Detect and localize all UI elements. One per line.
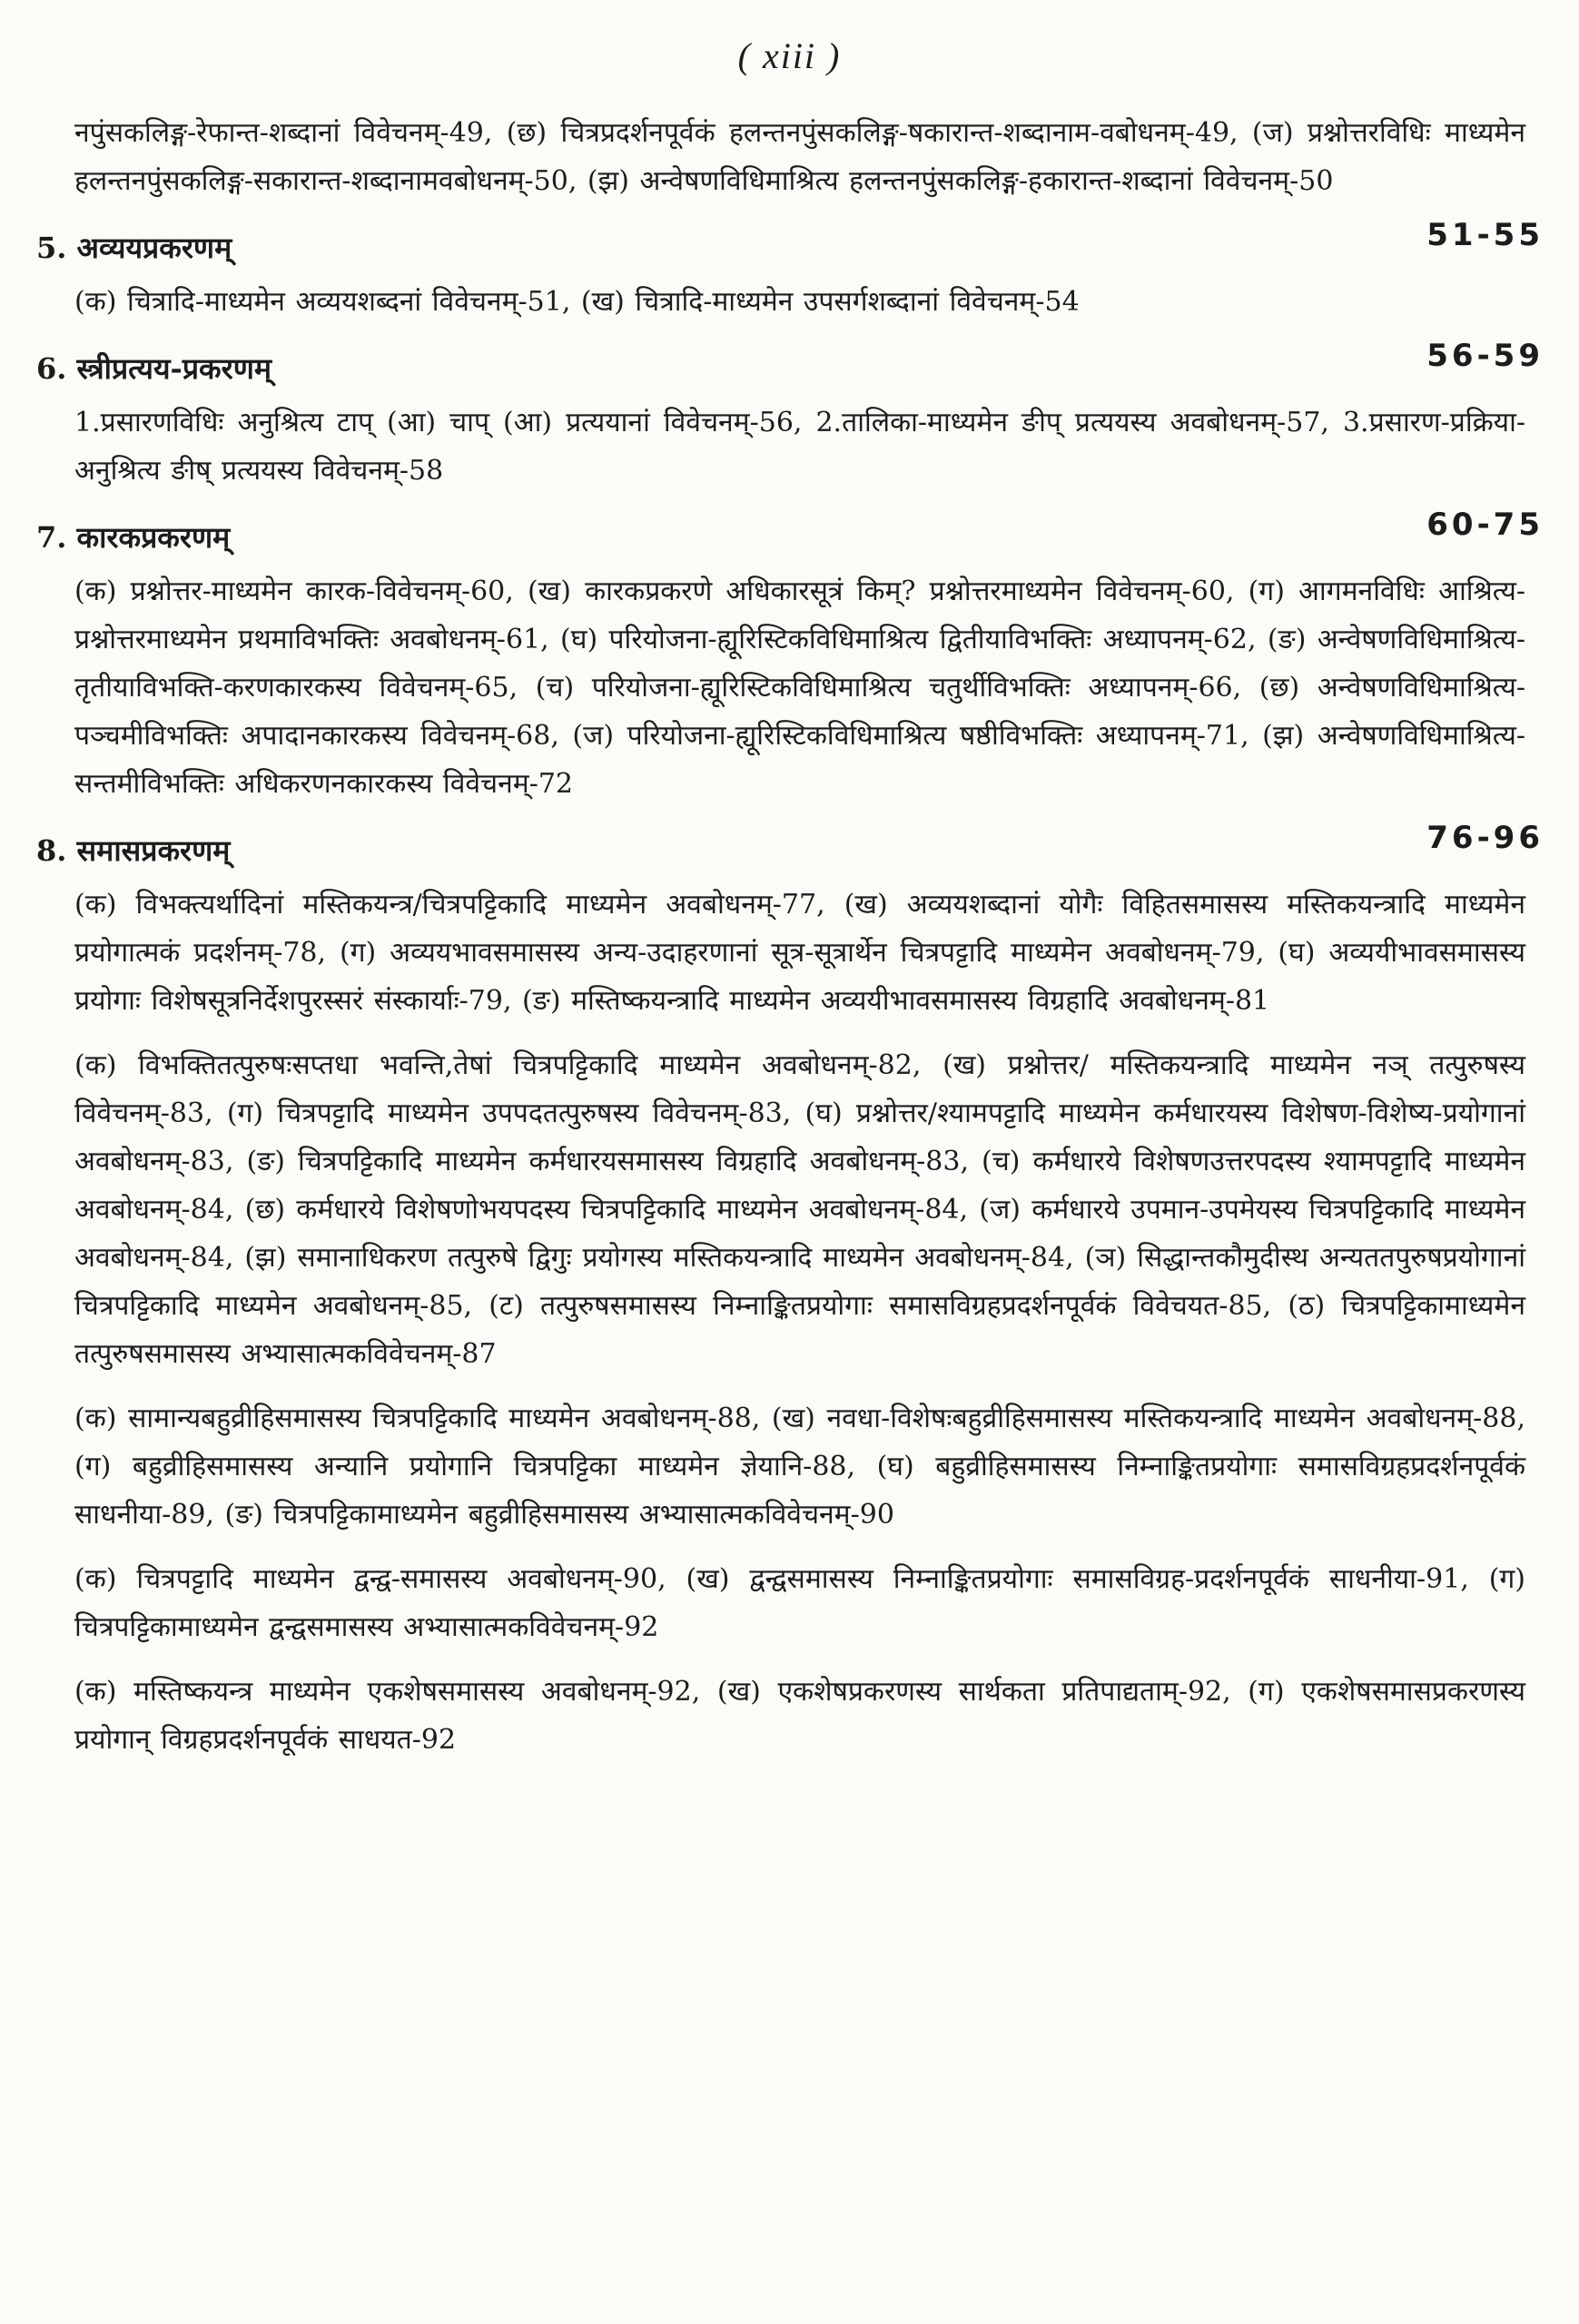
section-paragraph: (क) प्रश्नोत्तर-माध्यमेन कारक-विवेचनम्-60, (ख) कारकप्रकरणे अधिकारसूत्रं किम्? प्रश्नोत्तरमाध्यमेन विवेचनम्-60, (ग) आगमनविधिः आश्रित्य-प्रश्नोत्तरमाध्यमेन प्रथमाविभक्तिः अवबोधनम्-61, (घ) परियोजना-ह्यूरिस्टिकविधिमाश्रित्य द्वितीयाविभक्तिः अध्यापनम्-62, (ङ) अन्वेषणविधिमाश्रित्य-तृतीयाविभक्ति-करणकारकस्य विवेचनम्-65, (च) परियोजना-ह्यूरिस्टिकविधिमाश्रित्य चतुर्थीविभक्तिः अध्यापनम्-66, (छ) अन्वेषणविधिमाश्रित्य-पञ्चमीविभक्तिः अपादानकारकस्य विवेचनम्-68, (ज) परियोजना-ह्यूरिस्टिकविधिमाश्रित्य षष्ठीविभक्तिः अध्यापनम्-71, (झ) अन्वेषणविधिमाश्रित्य-सन्तमीविभक्तिः अधिकरणनकारकस्य विवेचनम्-72 [74, 576, 1525, 800]
section-page-range: 76-96 [1426, 820, 1544, 856]
section-title: 8. समासप्रकरणम् [36, 833, 231, 868]
section-title: 6. स्त्रीप्रत्यय-प्रकरणम् [36, 351, 271, 386]
section-paragraph: (क) चित्रादि-माध्यमेन अव्ययशब्दनां विवेचनम्-51, (ख) चित्रादि-माध्यमेन उपसर्गशब्दानां विवेचनम्-54 [74, 286, 1080, 318]
section-paragraph: (क) चित्रपट्टादि माध्यमेन द्वन्द्व-समासस्य अवबोधनम्-90, (ख) द्वन्द्वसमासस्य निम्नाङ्कितप्रयोगाः समासविग्रह-प्रदर्शनपूर्वकं साधनीया-91, (ग) चित्रपट्टिकामाध्यमेन द्वन्द्वसमासस्य अभ्यासात्मकविवेचनम्-92 [74, 1563, 1525, 1643]
page-number: ( xiii ) [737, 35, 842, 76]
section-stripratyaya [36, 338, 1544, 495]
section-title: 5. अव्ययप्रकरणम् [36, 231, 232, 265]
section-heading [36, 338, 1544, 395]
section-heading [36, 820, 1544, 877]
section-paragraph: 1.प्रसारणविधिः अनुश्रित्य टाप् (आ) चाप् (आ) प्रत्ययानां विवेचनम्-56, 2.तालिका-माध्यमेन ङीप् प्रत्ययस्य अवबोधनम्-57, 3.प्रसारण-प्रक्रिया-अनुश्रित्य ङीष् प्रत्ययस्य विवेचनम्-58 [74, 407, 1525, 487]
intro-paragraph: नपुंसकलिङ्ग-रेफान्त-शब्दानां विवेचनम्-49, (छ) चित्रप्रदर्शनपूर्वकं हलन्तनपुंसकलिङ्ग-षकारान्त-शब्दानाम-वबोधनम्-49, (ज) प्रश्नोत्तरविधिः माध्यमेन हलन्तनपुंसकलिङ्ग-सकारान्त-शब्दानामवबोधनम्-50, (झ) अन्वेषणविधिमाश्रित्य हलन्तनपुंसकलिङ्ग-हकारान्त-शब्दानां विवेचनम्-50 [74, 117, 1525, 197]
section-page-range: 51-55 [1426, 217, 1544, 253]
section-paragraph: (क) मस्तिष्कयन्त्र माध्यमेन एकशेषसमासस्य अवबोधनम्-92, (ख) एकशेषप्रकरणस्य सार्थकता प्रतिपाद्यताम्-92, (ग) एकशेषसमासप्रकरणस्य प्रयोगान् विग्रहप्रदर्शनपूर्वकं साधयत-92 [74, 1676, 1525, 1756]
section-samasa [36, 820, 1544, 1764]
section-title: 7. कारकप्रकरणम् [36, 520, 231, 555]
section-paragraph: (क) विभक्त्यर्थादिनां मस्तिकयन्त्र/चित्रपट्टिकादि माध्यमेन अवबोधनम्-77, (ख) अव्ययशब्दानां योगैः विहितसमासस्य मस्तिकयन्त्रादि माध्यमेन प्रयोगात्मकं प्रदर्शनम्-78, (ग) अव्ययभावसमासस्य अन्य-उदाहरणानां सूत्र-सूत्रार्थेन चित्रपट्टादि माध्यमेन अवबोधनम्-79, (घ) अव्ययीभावसमासस्य प्रयोगाः विशेषसूत्रनिर्देशपुरस्सरं संस्कार्याः-79, (ङ) मस्तिष्कयन्त्रादि माध्यमेन अव्ययीभावसमासस्य विग्रहादि अवबोधनम्-81 [74, 889, 1525, 1017]
section-heading [36, 507, 1544, 564]
section-avyaya [36, 217, 1544, 326]
table-of-contents [36, 109, 1544, 1780]
section-karaka [36, 507, 1544, 808]
section-page-range: 56-59 [1426, 338, 1544, 374]
section-heading [36, 217, 1544, 274]
section-paragraph: (क) सामान्यबहुव्रीहिसमासस्य चित्रपट्टिकादि माध्यमेन अवबोधनम्-88, (ख) नवधा-विशेषःबहुव्रीहिसमासस्य मस्तिकयन्त्रादि माध्यमेन अवबोधनम्-88, (ग) बहुव्रीहिसमासस्य अन्यानि प्रयोगानि चित्रपट्टिका माध्यमेन ज्ञेयानि-88, (घ) बहुव्रीहिसमासस्य निम्नाङ्कितप्रयोगाः समासविग्रहप्रदर्शनपूर्वकं साधनीया-89, (ङ) चित्रपट्टिकामाध्यमेन बहुव्रीहिसमासस्य अभ्यासात्मकविवेचनम्-90 [74, 1403, 1525, 1531]
section-page-range: 60-75 [1426, 507, 1544, 543]
section-paragraph: (क) विभक्तितत्पुरुषःसप्तधा भवन्ति,तेषां चित्रपट्टिकादि माध्यमेन अवबोधनम्-82, (ख) प्रश्नोत्तर/ मस्तिकयन्त्रादि माध्यमेन नञ् तत्पुरुषस्य विवेचनम्-83, (ग) चित्रपट्टादि माध्यमेन उपपदतत्पुरुषस्य विवेचनम्-83, (घ) प्रश्नोत्तर/श्यामपट्टादि माध्यमेन कर्मधारयस्य विशेषण-विशेष्य-प्रयोगानां अवबोधनम्-83, (ङ) चित्रपट्टिकादि माध्यमेन कर्मधारयसमासस्य विग्रहादि अवबोधनम्-83, (च) कर्मधारये विशेषणउत्तरपदस्य श्यामपट्टादि माध्यमेन अवबोधनम्-84, (छ) कर्मधारये विशेषणोभयपदस्य चित्रपट्टिकादि माध्यमेन अवबोधनम्-84, (ज) कर्मधारये उपमान-उपमेयस्य चित्रपट्टिकादि माध्यमेन अवबोधनम्-84, (झ) समानाधिकरण तत्पुरुषे द्विगुः प्रयोगस्य मस्तिकयन्त्रादि माध्यमेन अवबोधनम्-84, (ञ) सिद्धान्तकौमुदीस्थ अन्यततपुरुषप्रयोगानां चित्रपट्टिकादि माध्यमेन अवबोधनम्-85, (ट) तत्पुरुषसमासस्य निम्नाङ्कितप्रयोगाः समासविग्रहप्रदर्शनपूर्वकं विवेचयत-85, (ठ) चित्रपट्टिकामाध्यमेन तत्पुरुषसमासस्य अभ्यासात्मकविवेचनम्-87 [74, 1049, 1525, 1370]
